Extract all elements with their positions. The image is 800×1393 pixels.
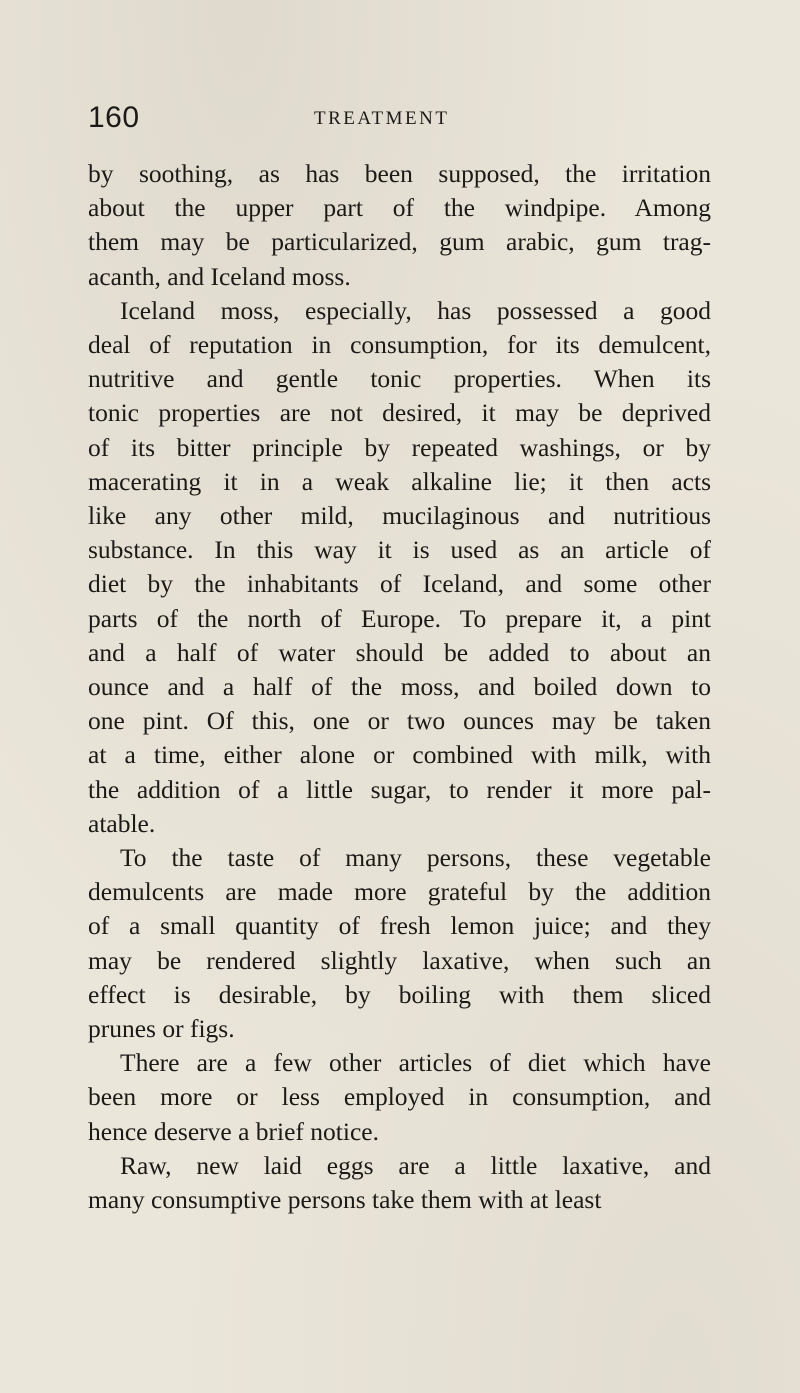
- text-line: Iceland moss, especially, has possessed a good: [120, 295, 711, 325]
- body-text: [88, 157, 711, 1217]
- paragraph-1: [88, 157, 711, 294]
- text-line: at a time, either alone or combined with milk, with: [88, 740, 711, 770]
- text-line: been more or less employed in consumption, and: [88, 1082, 711, 1112]
- text-line: diet by the inhabitants of Iceland, and some other: [88, 569, 711, 599]
- running-head: [88, 100, 713, 136]
- text-line: of its bitter principle by repeated washings, or by: [88, 432, 711, 462]
- text-line: and a half of water should be added to about an: [88, 637, 711, 667]
- text-line: demulcents are made more grateful by the addition: [88, 877, 711, 907]
- text-line: substance. In this way it is used as an article of: [88, 535, 711, 565]
- paragraph-5: [88, 1149, 711, 1217]
- text-line: about the upper part of the windpipe. Among: [88, 193, 711, 223]
- text-line: effect is desirable, by boiling with them sliced: [88, 979, 711, 1009]
- text-line: may be rendered slightly laxative, when such an: [88, 945, 711, 975]
- text-line: hence deserve a brief notice.: [88, 1116, 379, 1146]
- page-number: 160: [88, 101, 140, 134]
- text-line: Raw, new laid eggs are a little laxative, and: [120, 1150, 711, 1180]
- paragraph-4: [88, 1046, 711, 1149]
- text-line: prunes or figs.: [88, 1014, 235, 1044]
- text-line: atable.: [88, 808, 156, 838]
- text-line: many consumptive persons take them with at least: [88, 1185, 602, 1215]
- text-line: ounce and a half of the moss, and boiled down to: [88, 672, 711, 702]
- text-line: like any other mild, mucilaginous and nutritious: [88, 501, 711, 531]
- text-line: There are a few other articles of diet which have: [120, 1048, 711, 1078]
- text-line: To the taste of many persons, these vegetable: [120, 843, 711, 873]
- text-line: of a small quantity of fresh lemon juice; and they: [88, 911, 711, 941]
- text-line: macerating it in a weak alkaline lie; it then acts: [88, 466, 711, 496]
- running-title: TREATMENT: [314, 108, 450, 129]
- text-line: the addition of a little sugar, to render it more pal-: [88, 774, 711, 804]
- text-line: them may be particularized, gum arabic, gum trag-: [88, 227, 711, 257]
- text-line: one pint. Of this, one or two ounces may be taken: [88, 706, 711, 736]
- paragraph-2: [88, 294, 711, 841]
- paragraph-3: [88, 841, 711, 1046]
- text-line: deal of reputation in consumption, for its demulcent,: [88, 330, 711, 360]
- text-line: by soothing, as has been supposed, the irritation: [88, 159, 711, 188]
- text-line: acanth, and Iceland moss.: [88, 261, 351, 291]
- text-line: nutritive and gentle tonic properties. When its: [88, 364, 711, 394]
- text-line: tonic properties are not desired, it may be deprived: [88, 398, 711, 428]
- text-line: parts of the north of Europe. To prepare it, a pint: [88, 603, 711, 633]
